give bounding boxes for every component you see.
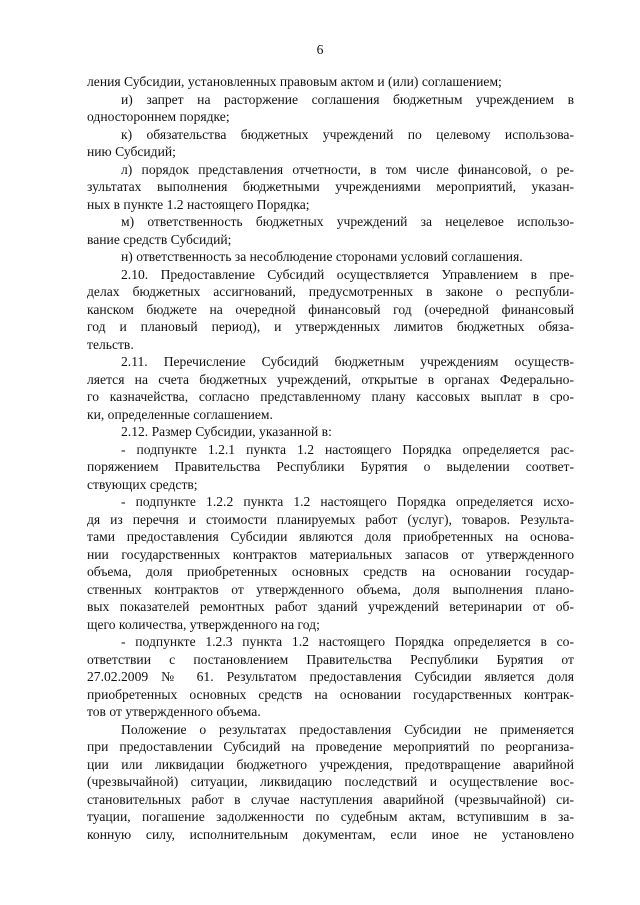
text-line: ции или ликвидации бюджетного учреждения, предотвращение аварийной [87, 756, 574, 772]
text-line: нию Субсидий; [87, 144, 176, 159]
text-line: вых показателей ремонтных работ зданий учреждений ветеринарии от об- [87, 599, 574, 614]
text-line: щего количества, утвержденного на год; [87, 616, 320, 632]
text-line: ственных контрактов от утвержденного объема, доля выполнения плано- [87, 581, 574, 597]
text-line: н) ответственность за несоблюдение сторонами условий соглашения. [121, 249, 523, 264]
text-line: го казначейства, согласно представленному плану кассовых выплат в сро- [87, 389, 574, 404]
text-line: туации, погашение задолженности по судебным актам, вступившим в за- [87, 809, 574, 824]
text-line: конную силу, исполнительным документам, если иное не установлено [87, 826, 574, 842]
text-line: к) обязательства бюджетных учреждений по целевому использова- [121, 126, 574, 142]
text-line: нии государственных контрактов материальных запасов от утвержденного [87, 546, 574, 562]
text-line: год и плановый период), и утвержденных лимитов бюджетных обяза- [87, 319, 574, 334]
text-line: тельств. [87, 336, 134, 352]
text-line: канском бюджете на очередной финансовый год (очередной финансовый [87, 301, 574, 317]
text-line: Положение о результатах предоставления Субсидии не применяется [121, 721, 574, 737]
text-line: становительных работ в случае наступления аварийной (чрезвычайной) си- [87, 791, 574, 807]
text-line: при предоставлении Субсидий на проведение мероприятий по реорганиза- [87, 739, 574, 754]
text-line: дя из перечня и стоимости планируемых работ (услуг), товаров. Результа- [87, 511, 574, 527]
text-line: 2.12. Размер Субсидии, указанной в: [121, 424, 332, 439]
text-line: поряжением Правительства Республики Бурятия о выделении соответ- [87, 459, 574, 474]
text-line: 2.11. Перечисление Субсидий бюджетным учреждениям осуществ- [121, 354, 574, 369]
text-line: - подпункте 1.2.2 пункта 1.2 настоящего Порядка определяется исхо- [121, 494, 574, 509]
page-number: 6 [316, 42, 324, 57]
text-line: ствующих средств; [87, 476, 198, 492]
text-line: - подпункте 1.2.1 пункта 1.2 настоящего Порядка определяется рас- [121, 441, 574, 457]
text-line: (чрезвычайной) ситуации, ликвидацию последствий и осуществление вос- [87, 774, 574, 789]
text-line: - подпункте 1.2.3 пункта 1.2 настоящего Порядка определяется в со- [121, 634, 574, 649]
text-line: м) ответственность бюджетных учреждений за нецелевое использо- [121, 214, 574, 229]
text-line: ления Субсидии, установленных правовым актом и (или) соглашением; [87, 74, 502, 89]
text-line: 2.10. Предоставление Субсидий осуществляется Управлением в пре- [121, 266, 574, 282]
text-line: вание средств Субсидий; [87, 231, 232, 247]
text-line: зультатах выполнения бюджетными учреждениями мероприятий, указан- [87, 179, 574, 194]
text-line: тов от утвержденного объема. [87, 704, 261, 719]
text-line: л) порядок представления отчетности, в том числе финансовой, о ре- [121, 161, 574, 177]
document-body [87, 73, 574, 843]
text-line: ляется на счета бюджетных учреждений, открытые в органах Федерально- [87, 371, 574, 387]
text-line: ответствии с постановлением Правительства Республики Бурятия от [87, 651, 574, 667]
text-line: ки, определенные соглашением. [87, 406, 273, 422]
text-line: 27.02.2009 № 61. Результатом предоставления Субсидии является доля [87, 669, 574, 684]
text-line: одностороннем порядке; [87, 109, 230, 124]
text-line: делах бюджетных ассигнований, предусмотренных в законе о республи- [87, 284, 574, 299]
text-line: ных в пункте 1.2 настоящего Порядка; [87, 196, 310, 212]
text-line: тами предоставления Субсидии являются доля приобретенных на основа- [87, 529, 574, 544]
text-line: и) запрет на расторжение соглашения бюджетным учреждением в [121, 91, 574, 107]
text-line: объема, доля приобретенных основных средств на основании государ- [87, 564, 574, 579]
text-line: приобретенных основных средств на основании государственных контрак- [87, 686, 574, 702]
